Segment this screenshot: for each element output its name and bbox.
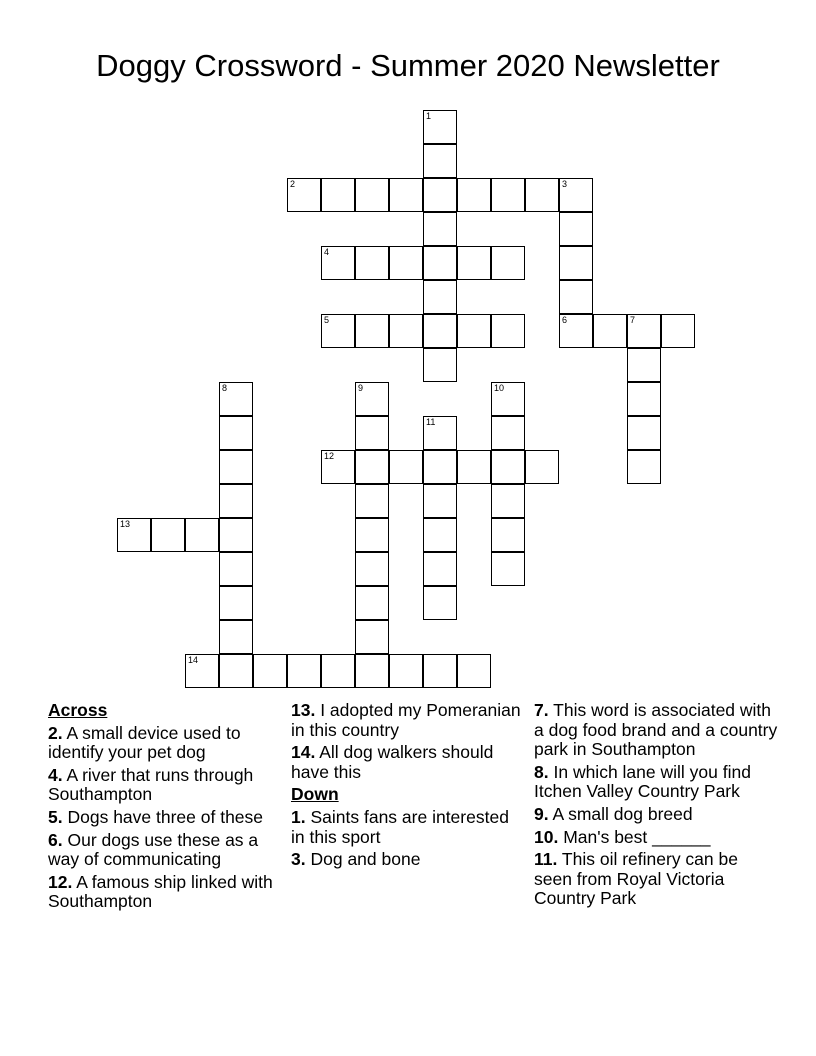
crossword-cell[interactable] <box>423 450 457 484</box>
crossword-cell[interactable] <box>423 144 457 178</box>
crossword-cell[interactable] <box>423 110 457 144</box>
crossword-cell[interactable] <box>627 416 661 450</box>
cell-number: 7 <box>630 315 636 325</box>
crossword-cell[interactable] <box>423 348 457 382</box>
crossword-cell[interactable] <box>491 416 525 450</box>
clue-across-12 <box>48 873 283 912</box>
crossword-cell[interactable] <box>185 518 219 552</box>
clue-text: Dog and bone <box>310 849 421 870</box>
clue-down-1 <box>291 808 526 847</box>
crossword-cell[interactable] <box>457 246 491 280</box>
cell-number: 5 <box>324 315 330 325</box>
crossword-cell[interactable] <box>491 552 525 586</box>
cell-number: 11 <box>426 417 436 427</box>
crossword-cell[interactable] <box>423 586 457 620</box>
clue-number: 13. <box>291 700 316 720</box>
clue-across-4 <box>48 766 283 805</box>
crossword-cell[interactable] <box>491 484 525 518</box>
crossword-cell[interactable] <box>627 314 661 348</box>
crossword-cell[interactable] <box>355 620 389 654</box>
crossword-cell[interactable] <box>593 314 627 348</box>
crossword-cell[interactable] <box>219 654 253 688</box>
crossword-cell[interactable] <box>185 654 219 688</box>
crossword-cell[interactable] <box>423 654 457 688</box>
clue-number: 8. <box>534 761 549 782</box>
clue-text: A famous ship linked with Southampton <box>48 871 273 912</box>
crossword-cell[interactable] <box>219 382 253 416</box>
clue-number: 6. <box>48 829 63 850</box>
crossword-cell[interactable] <box>457 314 491 348</box>
clue-down-8 <box>534 763 779 802</box>
clue-text: In which lane will you find Itchen Valley Country Park <box>534 761 751 802</box>
crossword-cell[interactable] <box>559 314 593 348</box>
crossword-cell[interactable] <box>423 178 457 212</box>
crossword-cell[interactable] <box>491 178 525 212</box>
crossword-cell[interactable] <box>355 178 389 212</box>
crossword-cell[interactable] <box>389 178 423 212</box>
crossword-cell[interactable] <box>423 484 457 518</box>
crossword-cell[interactable] <box>355 246 389 280</box>
crossword-cell[interactable] <box>457 450 491 484</box>
crossword-cell[interactable] <box>219 552 253 586</box>
crossword-cell[interactable] <box>355 586 389 620</box>
crossword-cell[interactable] <box>355 314 389 348</box>
crossword-cell[interactable] <box>559 246 593 280</box>
clue-number: 11. <box>534 849 558 870</box>
crossword-cell[interactable] <box>355 518 389 552</box>
crossword-cell[interactable] <box>491 382 525 416</box>
clue-text: This oil refinery can be seen from Royal Victoria Country Park <box>534 849 738 909</box>
crossword-cell[interactable] <box>321 314 355 348</box>
clue-text: A small device used to identify your pet dog <box>48 722 241 763</box>
crossword-cell[interactable] <box>457 178 491 212</box>
crossword-cell[interactable] <box>151 518 185 552</box>
crossword-cell[interactable] <box>253 654 287 688</box>
clue-across-5 <box>48 808 283 828</box>
crossword-cell[interactable] <box>627 450 661 484</box>
cell-number: 2 <box>290 179 296 189</box>
crossword-cell[interactable] <box>423 552 457 586</box>
crossword-cell[interactable] <box>355 484 389 518</box>
clue-across-6 <box>48 831 283 870</box>
crossword-cell[interactable] <box>627 348 661 382</box>
crossword-cell[interactable] <box>389 314 423 348</box>
crossword-cell[interactable] <box>219 620 253 654</box>
crossword-cell[interactable] <box>321 246 355 280</box>
cell-number: 14 <box>188 655 199 665</box>
crossword-cell[interactable] <box>219 450 253 484</box>
clues-column-3 <box>534 701 779 912</box>
clue-text: A river that runs through Southampton <box>48 764 254 805</box>
crossword-cell[interactable] <box>219 518 253 552</box>
crossword-cell[interactable] <box>321 654 355 688</box>
clue-number: 2. <box>48 722 63 743</box>
clue-text: Saints fans are interested in this sport <box>291 806 509 847</box>
crossword-cell[interactable] <box>491 518 525 552</box>
crossword-cell[interactable] <box>661 314 695 348</box>
clue-text: All dog walkers should have this <box>291 742 494 782</box>
clues-column-1 <box>48 701 283 915</box>
crossword-cell[interactable] <box>423 212 457 246</box>
cell-number: 10 <box>494 383 505 393</box>
clue-number: 3. <box>291 849 306 870</box>
clue-text: Dogs have three of these <box>67 806 264 827</box>
clue-number: 10. <box>534 826 559 847</box>
cell-number: 3 <box>562 179 568 189</box>
cell-number: 12 <box>324 451 335 461</box>
crossword-cell[interactable] <box>389 450 423 484</box>
clue-text: I adopted my Pomeranian in this country <box>291 700 521 740</box>
clue-number: 4. <box>48 764 63 785</box>
clue-across-13 <box>291 701 526 740</box>
crossword-cell[interactable] <box>559 178 593 212</box>
cell-number: 13 <box>120 519 131 529</box>
crossword-cell[interactable] <box>287 654 321 688</box>
crossword-cell[interactable] <box>457 654 491 688</box>
crossword-cell[interactable] <box>627 382 661 416</box>
clue-text: Our dogs use these as a way of communicating <box>48 829 259 870</box>
cell-number: 4 <box>324 247 330 257</box>
clue-text: A small dog breed <box>552 803 693 824</box>
clue-text: Man's best ______ <box>563 826 711 847</box>
crossword-cell[interactable] <box>559 212 593 246</box>
crossword-cell[interactable] <box>525 450 559 484</box>
page-title: Doggy Crossword - Summer 2020 Newsletter <box>96 48 720 83</box>
down-heading: Down <box>291 784 339 805</box>
crossword-cell[interactable] <box>423 416 457 450</box>
clue-down-9 <box>534 805 779 825</box>
cell-number: 6 <box>562 315 568 325</box>
crossword-cell[interactable] <box>559 280 593 314</box>
crossword-cell[interactable] <box>355 654 389 688</box>
clue-number: 9. <box>534 803 549 824</box>
clue-number: 12. <box>48 871 73 892</box>
cell-number: 1 <box>426 111 432 121</box>
cell-number: 8 <box>222 383 228 393</box>
clue-number: 14. <box>291 742 316 763</box>
crossword-cell[interactable] <box>355 382 389 416</box>
crossword-cell[interactable] <box>355 416 389 450</box>
clue-text: This word is associated with a dog food brand and a country park in Southampton <box>534 700 778 760</box>
crossword-cell[interactable] <box>423 518 457 552</box>
clue-across-2 <box>48 724 283 763</box>
crossword-cell[interactable] <box>389 246 423 280</box>
crossword-cell[interactable] <box>219 586 253 620</box>
crossword-cell[interactable] <box>491 246 525 280</box>
crossword-cell[interactable] <box>355 552 389 586</box>
clues-column-2 <box>291 701 526 873</box>
across-heading: Across <box>48 700 108 720</box>
clue-number: 1. <box>291 806 306 827</box>
cell-number: 9 <box>358 383 364 393</box>
crossword-cell[interactable] <box>491 314 525 348</box>
crossword-cell[interactable] <box>525 178 559 212</box>
clue-across-14 <box>291 743 526 782</box>
clue-down-3 <box>291 850 526 870</box>
crossword-cell[interactable] <box>423 280 457 314</box>
crossword-cell[interactable] <box>389 654 423 688</box>
clue-down-10 <box>534 828 779 848</box>
crossword-cell[interactable] <box>117 518 151 552</box>
crossword-cell[interactable] <box>287 178 321 212</box>
crossword-cell[interactable] <box>491 450 525 484</box>
crossword-cell[interactable] <box>321 450 355 484</box>
crossword-cell[interactable] <box>219 416 253 450</box>
crossword-cell[interactable] <box>219 484 253 518</box>
clue-down-11 <box>534 850 779 909</box>
crossword-cell[interactable] <box>355 450 389 484</box>
crossword-cell[interactable] <box>423 314 457 348</box>
crossword-cell[interactable] <box>423 246 457 280</box>
clue-number: 5. <box>48 806 63 827</box>
crossword-cell[interactable] <box>321 178 355 212</box>
clue-down-7 <box>534 701 779 760</box>
clue-number: 7. <box>534 700 549 720</box>
